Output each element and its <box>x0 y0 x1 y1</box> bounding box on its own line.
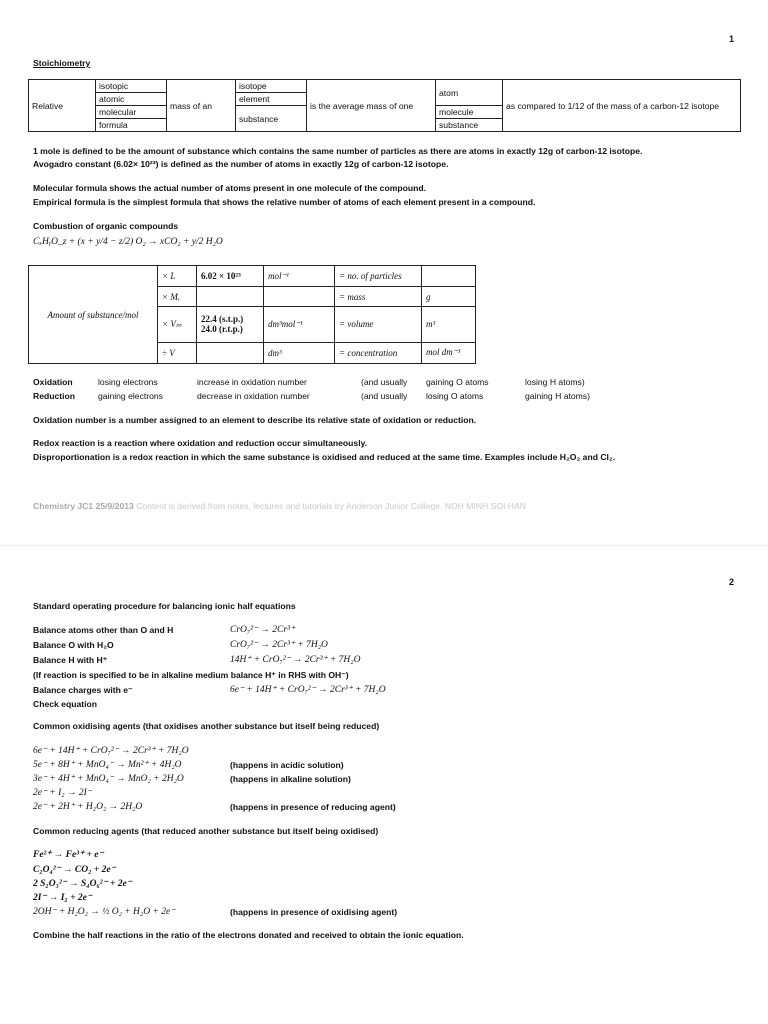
footer-course: Chemistry JC1 25/9/2013 <box>33 501 134 511</box>
page-number-2: 2 <box>729 577 735 587</box>
reducing-eq-1: Fe²⁺ → Fe³⁺ + e⁻ <box>33 850 104 860</box>
empirical-formula-definition: Empirical formula is the simplest formula that shows the relative number of atoms of each element present in a compound. <box>33 197 536 207</box>
footer-credit: Content is derived from notes, lectures and tutorials by Anderson Junior College. NOH MINH SOI HAN <box>136 501 526 511</box>
step-label-6: Check equation <box>33 699 97 709</box>
page-number: 1 <box>729 34 735 44</box>
val-rtp: 24.0 (r.t.p.) <box>201 324 243 335</box>
eq-concentration: = concentration <box>335 342 422 363</box>
reducing-eq-2: C₂O₄²⁻ → CO₂ + 2e⁻ <box>33 865 116 875</box>
unit1-row2 <box>264 287 335 307</box>
oxidation-c1: losing electrons <box>98 377 158 387</box>
step-eq-3: 14H⁺ + CrO₇²⁻ → 2Cr³⁺ + 7H₂O <box>230 655 361 665</box>
unit-dm3: dm³ <box>264 342 335 363</box>
oxidising-eq-4: 2e⁻ + I₂ → 2I⁻ <box>33 788 92 798</box>
val-row2 <box>197 287 264 307</box>
combustion-equation: CₓHᵧO_z + (x + y/4 − z/2) O₂ → xCO₂ + y/2 H₂O <box>33 237 223 247</box>
unit2-row1 <box>422 266 476 287</box>
reduction-c3: (and usually <box>361 391 408 401</box>
avogadro-definition: Avogadro constant (6.02× 10²³) is defined as the number of atoms in exactly 12g of carbon-12 isotope. <box>33 159 449 169</box>
molecular-formula-definition: Molecular formula shows the actual number of atoms present in one molecule of the compound. <box>33 183 426 193</box>
oxidising-agents-title: Common oxidising agents (that oxidises another substance but itself being reduced) <box>33 721 380 731</box>
footer <box>33 501 526 511</box>
step-eq-5: 6e⁻ + 14H⁺ + CrO₇²⁻ → 2Cr³⁺ + 7H₂O <box>230 685 386 695</box>
oxidising-note-2: (happens in acidic solution) <box>230 760 344 770</box>
unit-mol-dm3: mol dm⁻³ <box>422 342 476 363</box>
val-molar-volume <box>197 307 264 342</box>
reducing-agents-title: Common reducing agents (that reduced another substance but itself being oxidised) <box>33 826 379 836</box>
unit-mol-inverse: mol⁻¹ <box>264 266 335 287</box>
op-Mr: × Mᵣ <box>158 287 197 307</box>
reduction-c1: gaining electrons <box>98 391 163 401</box>
val-row4 <box>197 342 264 363</box>
cell-substance-2: substance <box>436 119 503 132</box>
step-label-3: Balance H with H⁺ <box>33 655 108 665</box>
unit-m3: m³ <box>422 307 476 342</box>
oxidising-eq-2: 5e⁻ + 8H⁺ + MnO₄⁻ → Mn²⁺ + 4H₂O <box>33 760 182 770</box>
reducing-eq-4: 2I⁻ → I₂ + 2e⁻ <box>33 893 92 903</box>
cell-compared: as compared to 1/12 of the mass of a carbon-12 isotope <box>503 80 741 132</box>
oxidising-note-3: (happens in alkaline solution) <box>230 774 351 784</box>
oxidation-c4: gaining O atoms <box>426 377 489 387</box>
disproportionation-definition: Disproportionation is a redox reaction in which the same substance is oxidised and reduced at the same time. Examples include H₂O₂ and Cl₂. <box>33 452 616 462</box>
combustion-title: Combustion of organic compounds <box>33 221 179 231</box>
op-L: × L <box>158 266 197 287</box>
cell-mass-of-an: mass of an <box>167 80 236 132</box>
mole-definition: 1 mole is defined to be the amount of substance which contains the same number of particles as there are atoms in exactly 12g of carbon-12 isotope. <box>33 146 643 156</box>
step-label-5: Balance charges with e⁻ <box>33 685 133 695</box>
oxidation-c3: (and usually <box>361 377 408 387</box>
procedure-title: Standard operating procedure for balancing ionic half equations <box>33 601 296 611</box>
amount-of-substance-table <box>28 265 476 364</box>
oxidising-eq-5: 2e⁻ + 2H⁺ + H₂O₂ → 2H₂O <box>33 802 143 812</box>
amount-label: Amount of substance/mol <box>29 266 158 364</box>
section-title: Stoichiometry <box>33 58 91 68</box>
reducing-note-5: (happens in presence of oxidising agent) <box>230 907 398 917</box>
reduction-label: Reduction <box>33 391 76 401</box>
cell-atom: atom <box>436 80 503 106</box>
eq-volume: = volume <box>335 307 422 342</box>
step-label-2: Balance O with H₂O <box>33 640 114 650</box>
op-V: ÷ V <box>158 342 197 363</box>
oxidising-note-5: (happens in presence of reducing agent) <box>230 802 396 812</box>
eq-mass: = mass <box>335 287 422 307</box>
cell-element: element <box>236 93 307 106</box>
oxidation-label: Oxidation <box>33 377 73 387</box>
reducing-eq-5: 2OH⁻ + H₂O₂ → ½ O₂ + H₂O + 2e⁻ <box>33 907 176 917</box>
val-avogadro: 6.02 × 10²³ <box>197 266 264 287</box>
oxidation-c5: losing H atoms) <box>525 377 585 387</box>
op-Vm: × Vₘ <box>158 307 197 342</box>
unit-g: g <box>422 287 476 307</box>
unit-dm3mol: dm³mol⁻¹ <box>264 307 335 342</box>
step-label-1: Balance atoms other than O and H <box>33 625 174 635</box>
val-stp: 22.4 (s.t.p.) <box>201 314 244 325</box>
redox-definition: Redox reaction is a reaction where oxidation and reduction occur simultaneously. <box>33 438 368 448</box>
eq-particles: = no. of particles <box>335 266 422 287</box>
oxidising-eq-1: 6e⁻ + 14H⁺ + CrO₇²⁻ → 2Cr³⁺ + 7H₂O <box>33 746 189 756</box>
cell-molecule: molecule <box>436 106 503 119</box>
cell-molecular: molecular <box>96 106 167 119</box>
cell-atomic: atomic <box>96 93 167 106</box>
cell-substance: substance <box>236 106 307 132</box>
oxidising-eq-3: 3e⁻ + 4H⁺ + MnO₄⁻ → MnO₂ + 2H₂O <box>33 774 184 784</box>
cell-formula: formula <box>96 119 167 132</box>
stoichiometry-table <box>28 79 741 132</box>
step-eq-1: CrO₇²⁻ → 2Cr³⁺ <box>230 625 295 635</box>
cell-isotope: isotope <box>236 80 307 93</box>
step-label-4: (If reaction is specified to be in alkaline medium balance H⁺ in RHS with OH⁻) <box>33 670 349 680</box>
combine-instruction: Combine the half reactions in the ratio of the electrons donated and received to obtain the ionic equation. <box>33 930 464 940</box>
page-separator <box>0 545 768 546</box>
reducing-eq-3: 2 S₂O₃²⁻ → S₄O₆²⁻ + 2e⁻ <box>33 879 132 889</box>
cell-average-mass: is the average mass of one <box>307 80 436 132</box>
reduction-c2: decrease in oxidation number <box>197 391 310 401</box>
cell-relative: Relative <box>29 80 96 132</box>
cell-isotopic: isotopic <box>96 80 167 93</box>
reduction-c5: gaining H atoms) <box>525 391 590 401</box>
step-eq-2: CrO₇²⁻ → 2Cr³⁺ + 7H₂O <box>230 640 328 650</box>
oxidation-number-definition: Oxidation number is a number assigned to an element to describe its relative state of oxidation or reduction. <box>33 415 477 425</box>
reduction-c4: losing O atoms <box>426 391 484 401</box>
oxidation-c2: increase in oxidation number <box>197 377 307 387</box>
